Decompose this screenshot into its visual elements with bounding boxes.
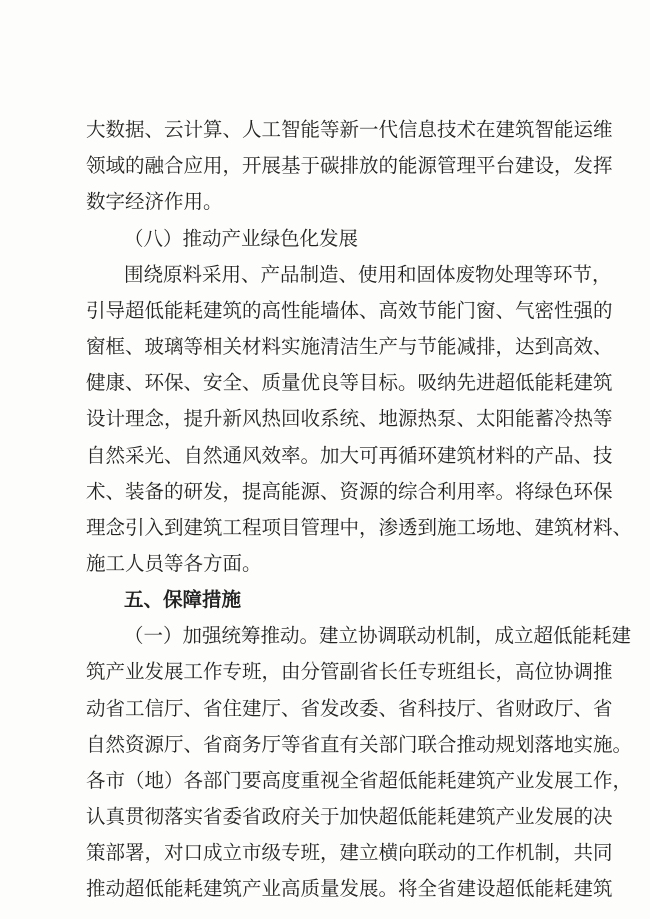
body-text-line: 领域的融合应用，开展基于碳排放的能源管理平台建设，发挥 (86, 154, 613, 177)
body-text-line: 大数据、云计算、人工智能等新一代信息技术在建筑智能运维 (86, 118, 613, 141)
body-text-line: 认真贯彻落实省委省政府关于加快超低能耗建筑产业发展的决 (86, 805, 613, 828)
body-text-line: 围绕原料采用、产品制造、使用和固体废物处理等环节， (124, 263, 612, 286)
body-text-line: 数字经济作用。 (86, 190, 223, 213)
body-text-line: 自然采光、自然通风效率。加大可再循环建筑材料的产品、技 (86, 444, 613, 467)
body-text-line: 设计理念，提升新风热回收系统、地源热泵、太阳能蓄冷热等 (86, 407, 613, 430)
body-text-line: 各市（地）各部门要高度重视全省超低能耗建筑产业发展工作， (86, 769, 633, 792)
section-heading: 五、保障措施 (124, 588, 242, 611)
body-text-line: 健康、环保、安全、质量优良等目标。吸纳先进超低能耗建筑 (86, 371, 613, 394)
body-text-line: 自然资源厅、省商务厅等省直有关部门联合推动规划落地实施。 (86, 733, 633, 756)
body-text-line: 策部署，对口成立市级专班，建立横向联动的工作机制，共同 (86, 841, 613, 864)
body-text-line: （一）加强统筹推动。建立协调联动机制，成立超低能耗建 (124, 624, 632, 647)
body-text-line: 理念引入到建筑工程项目管理中，渗透到施工场地、建筑材料、 (86, 516, 633, 539)
body-text-line: 窗框、玻璃等相关材料实施清洁生产与节能减排，达到高效、 (86, 335, 613, 358)
section-subheading: （八）推动产业绿色化发展 (124, 227, 359, 250)
body-text-line: 筑产业发展工作专班，由分管副省长任专班组长，高位协调推 (86, 660, 613, 683)
body-text-line: 动省工信厅、省住建厅、省发改委、省科技厅、省财政厅、省 (86, 697, 613, 720)
body-text-line: 引导超低能耗建筑的高性能墙体、高效节能门窗、气密性强的 (86, 299, 613, 322)
body-text-line: 施工人员等各方面。 (86, 552, 262, 575)
body-text-line: 术、装备的研发，提高能源、资源的综合利用率。将绿色环保 (86, 480, 613, 503)
body-text-line: 推动超低能耗建筑产业高质量发展。将全省建设超低能耗建筑 (86, 877, 613, 900)
